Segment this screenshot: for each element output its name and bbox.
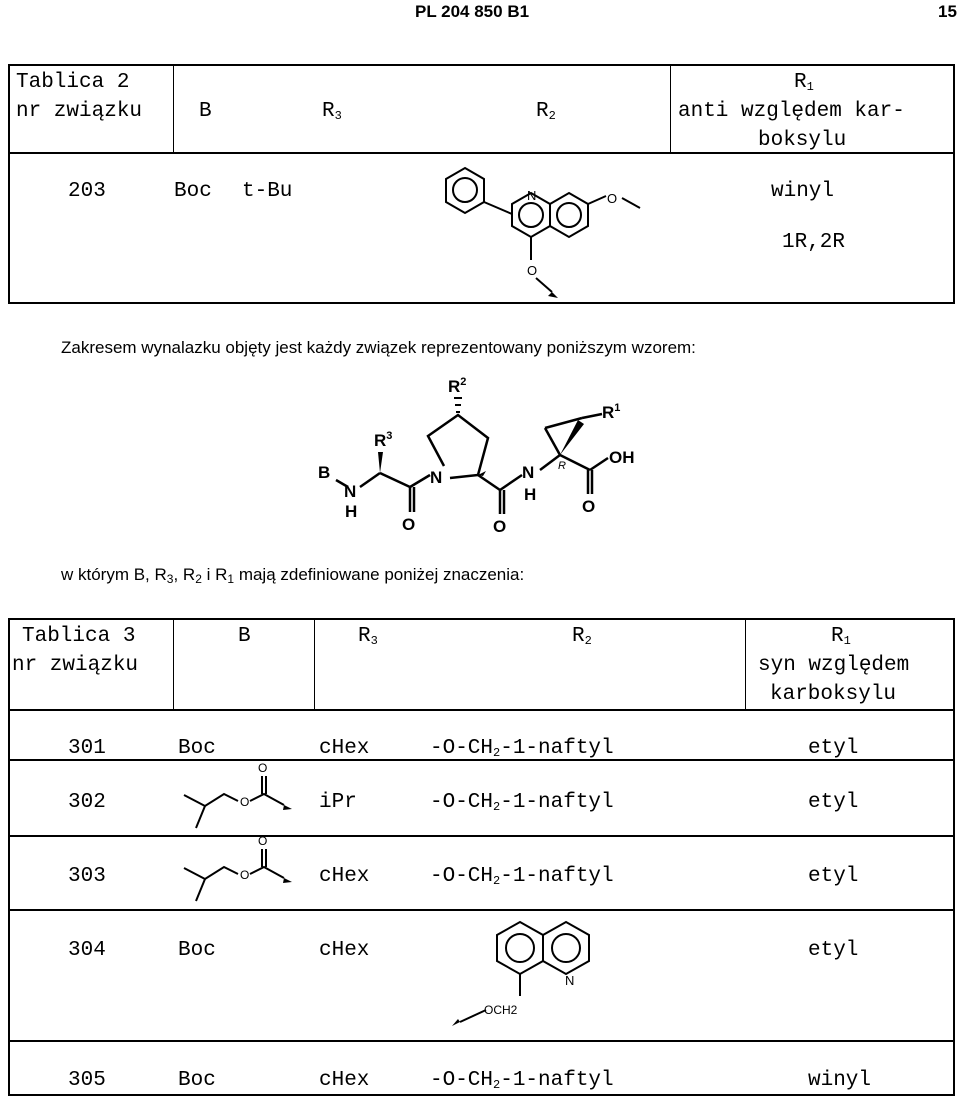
r2-label: $R_2$	[572, 625, 592, 648]
table-row-nr: 203	[68, 180, 106, 203]
bond	[582, 414, 602, 418]
bond	[545, 428, 560, 455]
table-2-r1-header: $R_1$	[794, 71, 814, 94]
table-row-r1: winyl	[771, 180, 835, 203]
bond	[380, 473, 410, 487]
bond	[590, 458, 608, 470]
table-3-r3-header	[358, 622, 378, 656]
table-3	[8, 618, 955, 1096]
table-row-r3: iPr	[319, 791, 357, 814]
bond	[360, 473, 380, 487]
table-2-b-header: B	[199, 100, 212, 123]
table-row-r1: etyl	[808, 791, 859, 814]
table-row-r1: etyl	[808, 939, 859, 962]
table-row-r1: winyl	[808, 1069, 872, 1092]
r2-label: $R^2$	[448, 376, 467, 396]
where-paragraph: w którym B, $R_3$, $R_2$ i $R_1$ mają zdefiniowane poniżej znaczenia:	[61, 565, 525, 586]
wedge-bond	[378, 452, 383, 473]
table-2	[8, 64, 955, 304]
oxygen-label: O	[240, 868, 250, 882]
pyrrolidine-ring	[428, 415, 488, 478]
table-3-row-divider	[10, 835, 953, 837]
oxygen-label: O	[258, 761, 268, 775]
table-2-id-header-sub: nr związku	[16, 100, 143, 123]
table-2-r3-header	[322, 97, 342, 131]
table-3-col-divider	[314, 620, 315, 709]
table-3-id-header-sub: nr związku	[12, 654, 139, 677]
table-3-r2-header	[572, 622, 592, 656]
oxygen-label: O	[493, 517, 507, 536]
hydrogen-label: H	[345, 502, 358, 521]
table-row-b: Boc	[178, 1069, 216, 1092]
r1-label: $R^1$	[602, 402, 621, 422]
r2-label: $R_2$	[536, 100, 556, 123]
table-row-r2: $-O-CH_2-1$-naftyl	[430, 791, 614, 814]
oxygen-label: O	[258, 834, 268, 848]
table-row-nr: 301	[68, 737, 106, 760]
table-2-col-divider	[173, 66, 174, 152]
table-row-r1: etyl	[808, 737, 859, 760]
table-row-r2: $-O-CH_2-1$-naftyl	[430, 737, 614, 760]
table-row-r1-config: 1R,2R	[782, 231, 846, 254]
table-row-r1: etyl	[808, 865, 859, 888]
table-3-col-divider	[173, 620, 174, 709]
table-3-r1-header-sub2: karboksylu	[770, 683, 897, 706]
table-row-b: Boc	[178, 737, 216, 760]
table-row-nr: 303	[68, 865, 106, 888]
table-2-r1-header-sub: anti względem kar-	[678, 100, 905, 123]
table-row-r2: $-O-CH_2-1$-naftyl	[430, 1069, 614, 1092]
bond	[478, 475, 500, 490]
table-2-col-divider	[670, 66, 671, 152]
och2-label: OCH2	[484, 1003, 518, 1017]
nitrogen-label: N	[344, 482, 357, 501]
table-row-r3: cHex	[319, 939, 370, 962]
oxygen-label: O	[527, 263, 538, 278]
table-row-r3: cHex	[319, 865, 370, 888]
table-row-r3: cHex	[319, 737, 370, 760]
table-row-b: Boc	[174, 180, 212, 203]
stereo-r-label: R	[558, 460, 566, 472]
oxygen-label: O	[240, 795, 250, 809]
bond	[500, 475, 522, 490]
table-row-b: Boc	[178, 939, 216, 962]
wedge-bond	[478, 471, 486, 476]
oxygen-label: O	[607, 191, 618, 206]
table-3-col-divider	[745, 620, 746, 709]
table-3-header-divider	[10, 709, 953, 711]
oxygen-label: O	[402, 515, 416, 534]
oxygen-label: O	[582, 497, 596, 516]
table-2-id-header: Tablica 2	[16, 71, 130, 94]
b-label: B	[318, 463, 331, 482]
nitrogen-label: N	[565, 973, 575, 988]
r3-label: $R^3$	[374, 430, 393, 450]
nitrogen-label: N	[527, 188, 537, 203]
table-row-nr: 302	[68, 791, 106, 814]
bond	[540, 455, 560, 470]
r3-label: $R_3$	[358, 625, 378, 648]
table-row-r3: t-Bu	[242, 180, 293, 203]
hashed-bond	[454, 398, 462, 412]
table-row-r3: cHex	[319, 1069, 370, 1092]
table-row-nr: 305	[68, 1069, 106, 1092]
nitrogen-label: N	[522, 463, 535, 482]
bond	[336, 480, 348, 487]
document-number: PL 204 850 B1	[415, 2, 530, 21]
table-3-id-header: Tablica 3	[22, 625, 136, 648]
nitrogen-label: N	[430, 468, 443, 487]
bond	[560, 455, 590, 470]
hydrogen-label: H	[524, 485, 537, 504]
table-2-r2-header	[536, 97, 556, 131]
table-3-r1-header: $R_1$	[831, 625, 851, 648]
r3-label: $R_3$	[322, 100, 342, 123]
intro-paragraph: Zakresem wynalazku objęty jest każdy związek reprezentowany poniższym wzorem:	[61, 338, 696, 357]
table-row-nr: 304	[68, 939, 106, 962]
table-2-r1-header-sub2: boksylu	[758, 129, 847, 152]
wedge-bond	[560, 420, 584, 455]
bond	[410, 475, 430, 487]
page-number: 15	[938, 2, 957, 21]
table-3-r1-header-sub: syn względem	[758, 654, 910, 677]
table-3-row-divider	[10, 909, 953, 911]
table-3-row-divider	[10, 1040, 953, 1042]
table-row-r2: $-O-CH_2-1$-naftyl	[430, 865, 614, 888]
table-3-b-header: B	[238, 625, 251, 648]
hydroxyl-label: OH	[609, 448, 635, 467]
bond	[545, 418, 582, 428]
